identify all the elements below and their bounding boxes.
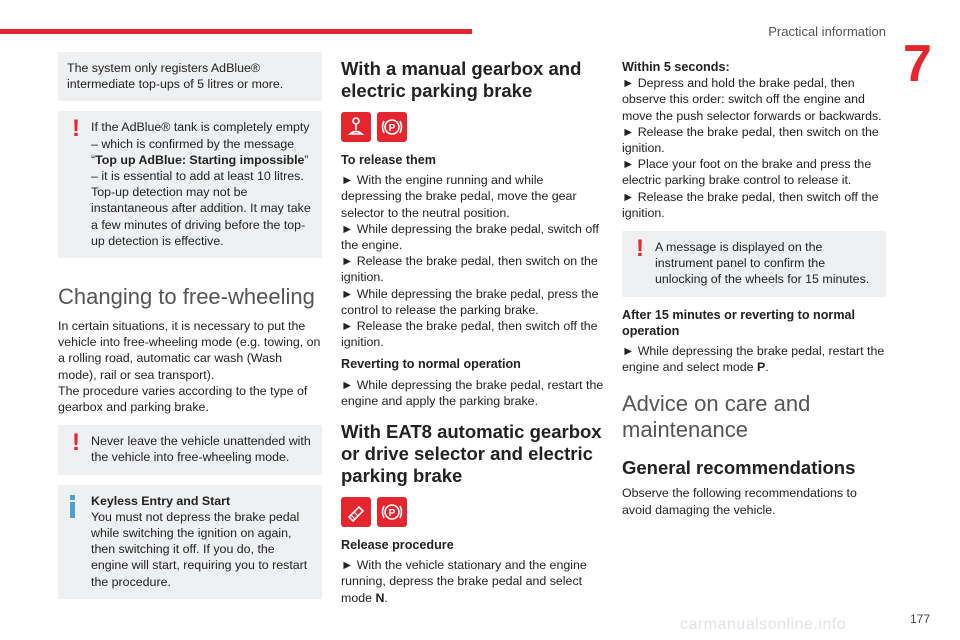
- warning-box-adblue-empty: [58, 111, 322, 258]
- icon-row: [341, 497, 605, 527]
- step: ► Place your foot on the brake and press the electric parking brake control to release it.: [622, 157, 872, 188]
- heading-eat8: With EAT8 automatic gearbox or drive selector and electric parking brake: [341, 421, 602, 487]
- svg-text:P: P: [388, 508, 396, 520]
- info-title: Keyless Entry and Start: [91, 493, 231, 508]
- note-text: The system only registers AdBlue® intermediate top-ups of 5 litres or more.: [67, 61, 284, 92]
- warning-icon: !: [72, 429, 80, 457]
- svg-text:P: P: [388, 123, 396, 134]
- warning-text: If the AdBlue® tank is completely empty – which is confirmed by the message “: [91, 120, 310, 167]
- watermark: carmanualsonline.info: [680, 616, 847, 633]
- info-text: You must not depress the brake pedal while switching the ignition on again, then switching it off. If you do, the engine will start, requiring you to restart the procedure.: [91, 509, 308, 589]
- info-icon: [70, 495, 75, 518]
- paragraph: Observe the following recommendations to avoid damaging the vehicle.: [622, 486, 857, 517]
- heading-advice: Advice on care and maintenance: [622, 391, 811, 443]
- mode-label: P: [757, 360, 766, 375]
- paragraph: The procedure varies according to the type of gearbox and parking brake.: [58, 383, 308, 415]
- step: ► While depressing the brake pedal, restart the engine and select mode: [622, 344, 885, 375]
- heading-general-recommendations: General recommendations: [622, 457, 856, 479]
- paragraph: In certain situations, it is necessary to put the vehicle into free-wheeling mode (e.g. towing, on a rolling road, automatic car wash (Wash mode), rail or sea transport).: [58, 319, 321, 382]
- warning-icon: !: [636, 235, 644, 263]
- step-end: .: [765, 360, 769, 375]
- mode-label: N: [375, 590, 385, 605]
- warning-text: ” – it is essential to add at least 10 litres.: [91, 152, 309, 184]
- drive-selector-icon: [341, 497, 371, 527]
- top-accent-bar: [0, 29, 472, 34]
- subheading-release-procedure: Release procedure: [341, 538, 454, 553]
- subheading-after-15-minutes: After 15 minutes or reverting to normal operation: [622, 307, 856, 338]
- warning-icon: !: [72, 115, 80, 143]
- note-box-adblue: [58, 52, 322, 101]
- column-2: [341, 58, 605, 612]
- icon-row: [341, 112, 605, 142]
- step: ► With the engine running and while depressing the brake pedal, move the gear selector to the neutral position.: [341, 173, 577, 220]
- column-1: [58, 52, 322, 609]
- step: ► Release the brake pedal, then switch on the ignition.: [341, 254, 598, 285]
- heading-manual-gearbox: With a manual gearbox and electric parking brake: [341, 58, 582, 101]
- step: ► Depress and hold the brake pedal, then observe this order: switch off the engine and move the push selector forwards or backwards.: [622, 76, 882, 123]
- gear-lever-icon: [341, 112, 371, 142]
- step: ► With the vehicle stationary and the engine running, depress the brake pedal and select mode: [341, 558, 587, 605]
- column-3: [622, 59, 886, 524]
- parking-brake-icon: [377, 112, 407, 142]
- section-title: Practical information: [768, 24, 886, 39]
- warning-box-unlock: [622, 231, 886, 297]
- step: ► Release the brake pedal, then switch on the ignition.: [622, 124, 879, 156]
- warning-box-unattended: [58, 425, 322, 474]
- step: ► Release the brake pedal, then switch off the ignition.: [341, 319, 598, 350]
- step: ► Release the brake pedal, then switch off the ignition.: [622, 189, 879, 220]
- subheading-within-5-seconds: Within 5 seconds:: [622, 60, 730, 74]
- chapter-number: 7: [903, 35, 932, 93]
- step: ► While depressing the brake pedal, switch off the engine.: [341, 221, 599, 253]
- info-box-keyless: [58, 485, 322, 599]
- subheading-release: To release them: [341, 153, 436, 167]
- step-end: .: [384, 590, 388, 605]
- parking-brake-icon: [377, 497, 407, 527]
- warning-message: Top up AdBlue: Starting impossible: [95, 152, 305, 167]
- subheading-reverting: Reverting to normal operation: [341, 357, 521, 372]
- warning-text: A message is displayed on the instrument panel to confirm the unlocking of the wheels for 15 minutes.: [655, 240, 870, 287]
- step: ► While depressing the brake pedal, restart the engine and apply the parking brake.: [341, 377, 604, 408]
- step: ► While depressing the brake pedal, press the control to release the parking brake.: [341, 286, 599, 317]
- warning-text: Never leave the vehicle unattended with the vehicle into free-wheeling mode.: [91, 434, 311, 465]
- warning-text: Top-up detection may not be instantaneous after addition. It may take a few minutes of driving before the top-up detection is effective.: [91, 185, 311, 248]
- page-number: 177: [909, 612, 930, 626]
- heading-free-wheeling: Changing to free-wheeling: [58, 284, 315, 310]
